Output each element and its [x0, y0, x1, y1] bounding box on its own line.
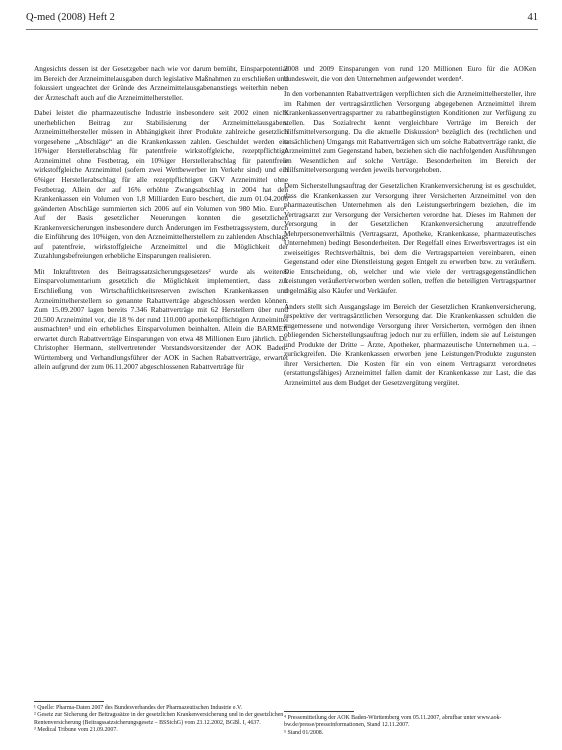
right-column [284, 64, 536, 394]
paragraph: Dem Sicherstellungsauftrag der Gesetzlichen Krankenversicherung ist es geschuldet, dass die Krankenkassen zur Versorgung ihrer Versicherten Arzneimittel von den pharmazeutischen Unternehmen als den Leistungserbringern beziehen, die im Vertragsarzt zur Versorgung der Versicherten verordne hat. Dieses im Rahmen der Versorgung in der Gesetzlichen Krankenversicherung anzutreffende Mehrpersonenverhältnis (Vertragsarzt, Apotheke, Krankenkasse, pharmazeutisches Unternehmen) bedingt Besonderheiten. Der Regelfall eines Erwerbsvertrages ist ein zweiseitiges Rechtsverhältnis, bei dem die Vertragsparteien vereinbaren, einen Gegenstand oder eine Dienstleistung gegen Entgelt zu erwerben bzw. zu veräußern. Die Entscheidung, ob, welcher und wie viele der vertragsgegenständlichen Leistungen veräußert/erworben werden sollen, treffen die beteiligten Vertragspartner regelmäßig also Käufer und Verkäufer. [284, 181, 536, 296]
journal-title: Q-med (2008) Heft 2 [26, 12, 115, 23]
footnote-rule [284, 711, 354, 712]
footnote: ⁵ Stand 01/2008. [284, 729, 324, 736]
page-number: 41 [527, 12, 538, 23]
left-column [34, 64, 288, 378]
footnote: ² Gesetz zur Sicherung der Beitragssätze in der gesetzlichen Krankenversicherung und in der gesetzlichen Rentenversicherung (Beitragssatzsicherungsgesetz – BSSichG) vom 23.12.2002, BGBl. I, 4637. [34, 712, 284, 726]
header-rule [26, 29, 538, 30]
footnote: ⁴ Pressemitteilung der AOK Baden-Württemberg vom 05.11.2007, abrufbar unter www.aok-bw.de/presse/presseinformationen, Stand 12.11.2007. [284, 715, 502, 729]
paragraph: In den vorbenannten Rabattverträgen verpflichten sich die Arzneimittelhersteller, ihre im Rahmen der vertragsärztlichen Versorgung abgegebenen Arzneimittel ihrem Krankenkassenvertragspartner zu rabattbegünstigten Konditionen zur Verfügung zu stellen. Das Sozialrecht kennt vergleichbare Verträge im Bereich der Hilfsmittelversorgung. Da die aktuelle Diskussion⁵ bezüglich des (rechtlichen und tatsächlichen) Umgangs mit Rabattverträgen sich um solche Rabattverträge rankt, die Arzneimittel zum Gegenstand haben, beziehen sich die nachfolgenden Ausführungen im Wesentlichen auf solche Verträge. Besonderheiten im Bereich der Hilfsmittelversorgung werden jeweils hervorgehoben. [284, 89, 536, 175]
paragraph: 2008 und 2009 Einsparungen von rund 120 Millionen Euro für die AOKen bundesweit, die von den Unternehmen aufgewendet werden⁴. [284, 64, 536, 83]
footnote: ¹ Quelle: Pharma-Daten 2007 des Bundesverbandes der Pharmazeutischen Industrie e.V. [34, 705, 242, 711]
running-header [26, 12, 538, 28]
paragraph: Mit Inkrafttreten des Beitragssatzsicherungsgesetzes² wurde als weiteres Einsparvolumentarium gesetzlich die Möglichkeit implementiert, dass zur Erschließung von Wirtschaftlichkeitsreserven zwischen Krankenkassen und Arzneimittelherstellern so genannte Rabattverträge abgeschlossen werden können. Zum 15.09.2007 lagen bereits 7.346 Rabattverträge mit 62 Herstellern über rund 20.500 Arzneimittel vor, die 18 % der rund 110.000 apothekenpflichtigen Arzneimittel ausmachten³ und ein erhebliches Einsparvolumen beinhalten. Allein die BARMER erwartet durch Rabattverträge Einsparungen von etwa 48 Millionen Euro jährlich. Dr. Christopher Hermann, stellvertretender Vorstandsvorsitzender der AOK Baden-Württemberg und Verhandlungsführer der AOK in Sachen Rabattverträge, erwartet allein aufgrund der zum 06.11.2007 abgeschlossenen Rabattverträge für [34, 266, 288, 372]
footnotes-right [284, 715, 536, 737]
footnotes-left [34, 705, 288, 734]
footnote: ³ Medical Tribune vom 21.09.2007. [34, 726, 118, 733]
footnote-rule [34, 701, 104, 702]
paragraph: Anders stellt sich Ausgangslage im Bereich der Gesetzlichen Krankenversicherung, respektive der vertragsärztlichen Versorgung dar. Die Krankenkassen schulden die zugemessene und notwendige Versorgung ihrer Versicherten, vermögen den ihnen obliegenden Sicherstellungsauftrag jedoch nur zu erfüllen, indem sie auf Leistungen und Produkte der Dritte – Ärzte, Apotheker, pharmazeutische Unternehmen u.a. – zurückgreifen. Die Krankenkassen erwerben jene Leistungen/Produkte zugunsten ihrer Versicherten. Die Kosten für ein von einem Vertragsarzt verordnetes (erstattungsfähiges) Arzneimittel fallen damit der Krankenkasse zur Last, die das Arzneimittel aus dem Budget der Gesetzvergütung vergütet. [284, 301, 536, 387]
paragraph: Dabei leistet die pharmazeutische Industrie insbesondere seit 2002 einen nicht unerheblichen Beitrag zur Stabilisierung der Arzneimittelausgaben. Arzneimittelhersteller müssen in Abhängigkeit ihrer Produkte zahlreiche gesetzlich vorgesehene „Abschläge“ an die Krankenkassen zahlen. Geschuldet werden ein 16%iger Herstellerabschlag für patentfreie wirkstoffgleiche, rezeptpflichtige Arzneimittel ohne Festbetrag, ein 10%iger Herstellerabschlag für patentfreie wirkstoffgleiche Arzneimittel (sofern zwei Wettbewerber im Verkehr sind) und ein 6%iger Herstellerabschlag für alle rezeptpflichtigen GKV Arzneimittel ohne Festbetrag. Allein der auf 16% erhöhte Zwangsabschlag in 2004 hat den Krankenkassen ein Volumen von 1,8 Milliarden Euro beschert, die zum 01.04.2006 geänderten Abschläge summierten sich 2006 auf ein Volumen von 980 Mio. Euro¹. Auf der Basis gesetzlicher Neuerungen konnten die gesetzlichen Krankenversicherungen insbesondere durch Änderungen im Festbetragssystem, durch die Einführung des 10%igen, von den Arzneimittelherstellern zu zahlenden Abschlags auf patentfreie, wirkstoffgleiche Arzneimittel und die Möglichkeit der Zuzahlungsbefreiungen erhebliche Einsparungen realisieren. [34, 108, 288, 261]
paragraph: Angesichts dessen ist der Gesetzgeber nach wie vor darum bemüht, Einsparpotential im Bereich der Arzneimittelausgaben durch legislative Maßnahmen zu erschließen und fokussiert ungeachtet der Gründe des Arzneimittelausgabenanstiegs weiterhin neben der Ärzteschaft auch auf die Arzneimittelhersteller. [34, 64, 288, 102]
